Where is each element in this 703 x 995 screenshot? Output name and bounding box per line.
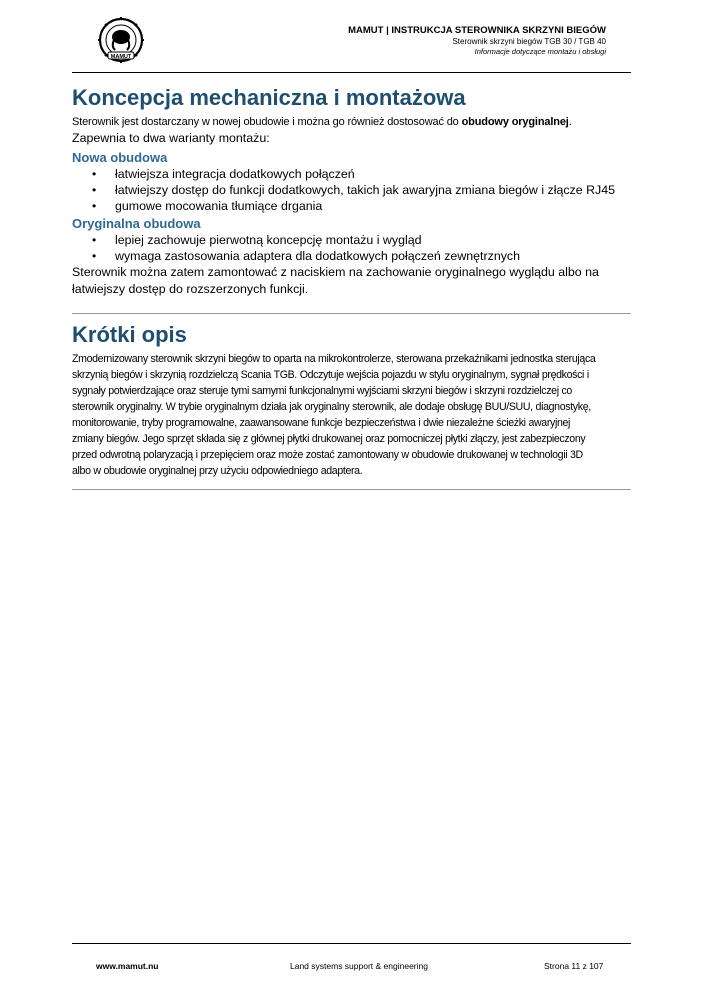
- header-divider: [72, 72, 631, 73]
- list-item: • wymaga zastosowania adaptera dla dodatkowych połączeń zewnętrznych: [72, 248, 632, 264]
- variant-list-new: [72, 166, 632, 214]
- section-heading: Krótki opis: [72, 322, 187, 347]
- footer-page-number: Strona 11 z 107: [544, 961, 604, 971]
- company-logo: [95, 16, 147, 64]
- conclusion-line: łatwiejszy dostęp do rozszerzonych funkcji.: [72, 282, 309, 296]
- footer-website-link[interactable]: www.mamut.nu: [96, 961, 159, 971]
- description-line: zmiany biegów. Jego sprzęt składa się z głównej płytki drukowanej oraz pomocniczej płytki złączy, jest zabezpieczony: [72, 433, 586, 445]
- intro-paragraph: Sterownik jest dostarczany w nowej obudowie i można go również dostosować do obudowy oryginalnej.: [72, 116, 572, 128]
- list-item: • gumowe mocowania tłumiące drgania: [72, 198, 632, 214]
- header-subtitle: Sterownik skrzyni biegów TGB 30 / TGB 40: [452, 37, 606, 46]
- list-item: • łatwiejszy dostęp do funkcji dodatkowych, takich jak awaryjna zmiana biegów i złącze RJ45: [72, 182, 632, 198]
- description-line: sterownik oryginalny. W trybie oryginalnym działa jak oryginalny sterownik, ale dodaje obsługę BUU/SUU, diagnostykę,: [72, 401, 591, 413]
- variant-title-new: Nowa obudowa: [72, 150, 168, 165]
- description-line: Zmodernizowany sterownik skrzyni biegów to oparta na mikrokontrolerze, sterowana przekaźnikami jednostka sterująca: [72, 353, 596, 365]
- section-mechanical-concept: [72, 84, 632, 298]
- section-divider: [72, 313, 631, 314]
- header-title: MAMUT | INSTRUKCJA STEROWNIKA SKRZYNI BIEGÓW: [348, 25, 606, 36]
- section-divider: [72, 489, 631, 490]
- description-line: skrzynią biegów i skrzynią rozdzielczą Scania TGB. Odczytuje wejścia pojazdu w stylu oryginalnym, sygnał prędkości i: [72, 369, 589, 381]
- description-line: monitorowanie, tryby programowalne, zaawansowane funkcje bezpieczeństwa i dwie niezależne ścieżki awaryjnej: [72, 417, 571, 429]
- list-item: • lepiej zachowuje pierwotną koncepcję montażu i wygląd: [72, 232, 632, 248]
- description-paragraph: [72, 351, 632, 479]
- conclusion-line: Sterownik można zatem zamontować z naciskiem na zachowanie oryginalnego wyglądu albo na: [72, 265, 599, 279]
- footer-tagline: Land systems support & engineering: [290, 961, 428, 971]
- description-line: sygnały potwierdzające oraz steruje tymi samymi funkcjonalnymi wyjściami skrzyni biegów i skrzyni rozdzielczej co: [72, 385, 572, 397]
- description-line: albo w obudowie oryginalnej przy użyciu odpowiedniego adaptera.: [72, 465, 363, 477]
- variant-list-original: [72, 232, 632, 264]
- section-heading: Koncepcja mechaniczna i montażowa: [72, 85, 466, 110]
- section-short-description: [72, 321, 632, 479]
- header-section: Informacje dotyczące montażu i obsługi: [474, 47, 606, 56]
- description-line: przed odwrotną polaryzacją i przepięciem oraz może zostać zamontowany w obudowie drukowanej w technologii 3D: [72, 449, 583, 461]
- list-item: • łatwiejsza integracja dodatkowych połączeń: [72, 166, 632, 182]
- footer-divider: [72, 943, 631, 944]
- page-header: [348, 25, 606, 57]
- variant-title-original: Oryginalna obudowa: [72, 216, 201, 231]
- intro-bold: obudowy oryginalnej: [461, 116, 569, 128]
- logo-text: MAMUT: [110, 54, 132, 60]
- intro-paragraph-2: Zapewnia to dwa warianty montażu:: [72, 131, 270, 145]
